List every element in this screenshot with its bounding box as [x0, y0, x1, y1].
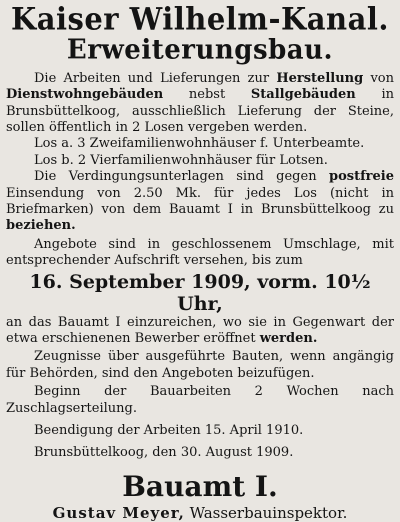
offers-after-bold: werden.	[259, 331, 318, 347]
place-date: Brunsbüttelkoog, den 30. August 1909.	[34, 445, 294, 461]
lot-a: Los a. 3 Zweifamilienwohnhäuser f. Unterbeamte.	[34, 136, 365, 152]
intro-bold-3: Stallgebäuden	[250, 87, 356, 103]
conditions-bold-b: beziehen.	[6, 218, 76, 234]
lot-b: Los b. 2 Vierfamilienwohnhäuser für Lotsen.	[34, 152, 328, 168]
signature-office: Bauamt I.	[122, 469, 278, 503]
deadline: 16. September 1909, vorm. 10½ Uhr,	[29, 270, 371, 315]
intro-text-2: von	[370, 70, 394, 86]
end-paragraph: Beendigung der Arbeiten 15. April 1910.	[34, 423, 304, 439]
conditions-text-b: Einsendung von 2.50 Mk. für jedes Los (nicht in Briefmarken) von dem Bauamt I in Brunsbüttelkoog zu	[6, 185, 394, 217]
intro-text-1: Die Arbeiten und Lieferungen zur	[34, 70, 270, 86]
signature-role: Wasserbauinspektor.	[189, 503, 348, 522]
page-title: Kaiser Wilhelm-Kanal.	[10, 1, 389, 37]
offers-after-paragraph	[6, 315, 394, 348]
intro-bold-2: Dienstwohngebäuden	[6, 87, 164, 103]
certificates-paragraph: Zeugnisse über ausgeführte Bauten, wenn angängig für Behörden, sind den Angeboten beizufügen.	[6, 349, 394, 381]
intro-text-4: in Brunsbüttelkoog, ausschließlich Lieferung der Steine, sollen öffentlich in 2 Losen vergeben werden.	[6, 87, 394, 135]
offers-after-text: an das Bauamt I einzureichen, wo sie in Gegenwart der etwa erschienenen Bewerber eröffnet	[6, 314, 394, 347]
signature-line	[6, 504, 394, 522]
page-subtitle: Erweiterungsbau.	[66, 34, 334, 67]
offers-paragraph: Angebote sind in geschlossenem Umschlage, mit entsprechender Aufschrift versehen, bis zum	[6, 236, 394, 269]
conditions-paragraph	[6, 169, 394, 235]
signature-name: Gustav Meyer,	[52, 503, 185, 522]
intro-bold-1: Herstellung	[276, 70, 364, 86]
start-paragraph: Beginn der Bauarbeiten 2 Wochen nach Zuschlagserteilung.	[6, 384, 394, 416]
intro-paragraph	[6, 71, 394, 137]
conditions-bold-a: postfreie	[328, 169, 394, 185]
intro-text-3: nebst	[188, 87, 226, 103]
conditions-text-a: Die Verdingungsunterlagen sind gegen	[34, 169, 317, 185]
